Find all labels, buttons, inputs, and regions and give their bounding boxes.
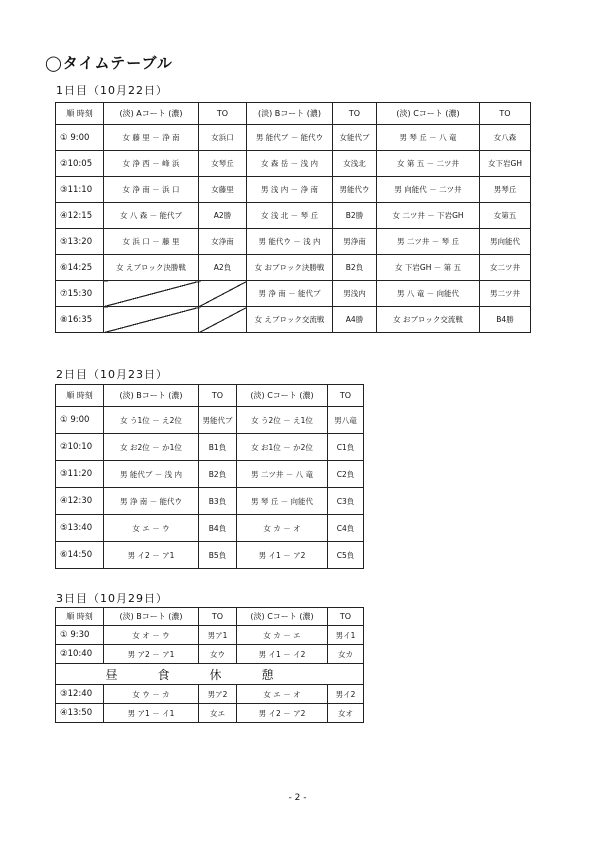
table-row (56, 203, 531, 229)
table-row (56, 407, 364, 434)
time-cell: ① 9:00 (56, 407, 104, 434)
table-row (56, 626, 364, 645)
to-cell: 女ウ (199, 645, 237, 664)
to-cell: 男イ1 (328, 626, 364, 645)
header-court-c: (淡) Cコート (濃) (237, 608, 328, 626)
match-cell: 男 琴 丘 － 八 竜 (377, 125, 480, 151)
empty-slash-cell (104, 307, 199, 333)
table-row (56, 125, 531, 151)
match-cell: 女 藤 里 － 浄 南 (104, 125, 199, 151)
match-cell: 女 浜 口 － 藤 里 (104, 229, 199, 255)
match-cell: 男 イ2 － ア2 (237, 704, 328, 723)
match-cell: 男 二ツ井 － 琴 丘 (377, 229, 480, 255)
match-cell: 女 森 岳 － 浅 内 (247, 151, 333, 177)
match-cell: 男 イ2 － ア1 (104, 542, 199, 569)
match-cell: 女 下岩GH － 第 五 (377, 255, 480, 281)
match-cell: 男 ア2 － ア1 (104, 645, 199, 664)
header-court-b: (淡) Bコート (濃) (104, 608, 199, 626)
to-cell: A2勝 (199, 203, 247, 229)
time-cell: ⑥14:25 (56, 255, 104, 281)
match-cell: 男 浄 南 － 能代ブ (247, 281, 333, 307)
empty-slash-cell (104, 281, 199, 307)
match-cell: 女 エ － オ (237, 685, 328, 704)
time-cell: ① 9:00 (56, 125, 104, 151)
match-cell: 女 う1位 － え2位 (104, 407, 199, 434)
table-row (56, 151, 531, 177)
table-row (56, 704, 364, 723)
table-row (56, 645, 364, 664)
to-cell: A2負 (199, 255, 247, 281)
to-cell: B2勝 (333, 203, 377, 229)
time-cell: ②10:10 (56, 434, 104, 461)
time-cell: ③11:10 (56, 177, 104, 203)
time-cell: ⑥14:50 (56, 542, 104, 569)
time-cell: ④12:15 (56, 203, 104, 229)
to-cell: 男能代ウ (333, 177, 377, 203)
to-cell: 男イ2 (328, 685, 364, 704)
match-cell: 女 八 森 － 能代ブ (104, 203, 199, 229)
lunch-row (56, 664, 364, 685)
page-title: ◯タイムテーブル (45, 54, 173, 72)
table-row (56, 434, 364, 461)
table-row (56, 255, 531, 281)
to-cell: A4勝 (333, 307, 377, 333)
match-cell: 男 向能代 － 二ツ井 (377, 177, 480, 203)
match-cell: 男 浄 南 － 能代ウ (104, 488, 199, 515)
to-cell: 男浅内 (333, 281, 377, 307)
to-cell: 女八森 (480, 125, 531, 151)
to-cell: 男能代ブ (199, 407, 237, 434)
match-cell: 男 能代ウ － 浅 内 (247, 229, 333, 255)
day1-heading: 1日目（10月22日） (56, 84, 168, 97)
to-cell: 男ア1 (199, 626, 237, 645)
table-row (56, 515, 364, 542)
table-row (56, 307, 531, 333)
time-cell: ②10:05 (56, 151, 104, 177)
to-cell: C2負 (328, 461, 364, 488)
empty-slash-cell (199, 281, 247, 307)
header-court-c: (淡) Cコート (濃) (237, 385, 328, 407)
header-to: TO (480, 103, 531, 125)
table-row (56, 542, 364, 569)
page-number: - 2 - (288, 793, 307, 803)
to-cell: B4負 (199, 515, 237, 542)
header-court-b: (淡) Bコート (濃) (104, 385, 199, 407)
match-cell: 女 浄 西 － 峰 浜 (104, 151, 199, 177)
header-to: TO (199, 103, 247, 125)
table-row (56, 229, 531, 255)
match-cell: 男 二ツ井 － 八 竜 (237, 461, 328, 488)
match-cell: 女 二ツ井 － 下岩GH (377, 203, 480, 229)
to-cell: C3負 (328, 488, 364, 515)
to-cell: 男琴丘 (480, 177, 531, 203)
match-cell: 女 う2位 － え1位 (237, 407, 328, 434)
match-cell: 女 ウ － カ (104, 685, 199, 704)
header-court-a: (淡) Aコート (濃) (104, 103, 199, 125)
match-cell: 男 浅 内 － 浄 南 (247, 177, 333, 203)
to-cell: B3負 (199, 488, 237, 515)
to-cell: 女二ツ井 (480, 255, 531, 281)
day1-table (55, 102, 531, 333)
to-cell: 女オ (328, 704, 364, 723)
header-to: TO (328, 385, 364, 407)
match-cell: 女 えブロック交流戦 (247, 307, 333, 333)
match-cell: 男 八 竜 － 向能代 (377, 281, 480, 307)
time-cell: ① 9:30 (56, 626, 104, 645)
match-cell: 男 イ1 － イ2 (237, 645, 328, 664)
to-cell: B2負 (199, 461, 237, 488)
table-row (56, 488, 364, 515)
to-cell: 男ア2 (199, 685, 237, 704)
time-cell: ④13:50 (56, 704, 104, 723)
table-row (56, 685, 364, 704)
match-cell: 男 能代ブ － 浅 内 (104, 461, 199, 488)
match-cell: 女 オ － ウ (104, 626, 199, 645)
time-cell: ③11:20 (56, 461, 104, 488)
to-cell: B1負 (199, 434, 237, 461)
header-order-time: 順 時刻 (56, 103, 104, 125)
match-cell: 女 カ － オ (237, 515, 328, 542)
to-cell: B4勝 (480, 307, 531, 333)
match-cell: 女 お2位 － か1位 (104, 434, 199, 461)
time-cell: ⑤13:40 (56, 515, 104, 542)
time-cell: ④12:30 (56, 488, 104, 515)
header-order-time: 順 時刻 (56, 385, 104, 407)
to-cell: B5負 (199, 542, 237, 569)
to-cell: C4負 (328, 515, 364, 542)
time-cell: ⑧16:35 (56, 307, 104, 333)
day2-table (55, 384, 364, 569)
to-cell: 男二ツ井 (480, 281, 531, 307)
time-cell: ⑤13:20 (56, 229, 104, 255)
to-cell: 女第五 (480, 203, 531, 229)
table-row (56, 281, 531, 307)
header-to: TO (333, 103, 377, 125)
match-cell: 男 ア1 － イ1 (104, 704, 199, 723)
to-cell: 女浅北 (333, 151, 377, 177)
day3-table (55, 607, 364, 723)
match-cell: 女 おブロック決勝戦 (247, 255, 333, 281)
to-cell: 女浄南 (199, 229, 247, 255)
match-cell: 女 エ － ウ (104, 515, 199, 542)
to-cell: 男八竜 (328, 407, 364, 434)
match-cell: 女 カ － エ (237, 626, 328, 645)
to-cell: 女エ (199, 704, 237, 723)
empty-slash-cell (199, 307, 247, 333)
header-to: TO (199, 608, 237, 626)
to-cell: 男向能代 (480, 229, 531, 255)
match-cell: 女 お1位 － か2位 (237, 434, 328, 461)
to-cell: 女下岩GH (480, 151, 531, 177)
time-cell: ③12:40 (56, 685, 104, 704)
to-cell: C5負 (328, 542, 364, 569)
match-cell: 女 えブロック決勝戦 (104, 255, 199, 281)
match-cell: 男 能代ブ － 能代ウ (247, 125, 333, 151)
table-row (56, 461, 364, 488)
to-cell: 男浄南 (333, 229, 377, 255)
match-cell: 男 琴 丘 － 向能代 (237, 488, 328, 515)
day3-heading: 3日目（10月29日） (56, 592, 168, 605)
match-cell: 女 浄 南 － 浜 口 (104, 177, 199, 203)
to-cell: 女藤里 (199, 177, 247, 203)
header-court-c: (淡) Cコート (濃) (377, 103, 480, 125)
to-cell: 女能代ブ (333, 125, 377, 151)
time-cell: ②10:40 (56, 645, 104, 664)
header-order-time: 順 時刻 (56, 608, 104, 626)
match-cell: 男 イ1 － ア2 (237, 542, 328, 569)
table-row (56, 177, 531, 203)
to-cell: 女浜口 (199, 125, 247, 151)
match-cell: 女 おブロック交流戦 (377, 307, 480, 333)
to-cell: C1負 (328, 434, 364, 461)
to-cell: B2負 (333, 255, 377, 281)
header-to: TO (328, 608, 364, 626)
time-cell: ⑦15:30 (56, 281, 104, 307)
to-cell: 女琴丘 (199, 151, 247, 177)
match-cell: 女 浅 北 － 琴 丘 (247, 203, 333, 229)
header-to: TO (199, 385, 237, 407)
match-cell: 女 第 五 － 二ツ井 (377, 151, 480, 177)
day2-heading: 2日目（10月23日） (56, 368, 168, 381)
to-cell: 女カ (328, 645, 364, 664)
lunch-break-label: 昼食休憩 (56, 664, 364, 685)
header-court-b: (淡) Bコート (濃) (247, 103, 333, 125)
